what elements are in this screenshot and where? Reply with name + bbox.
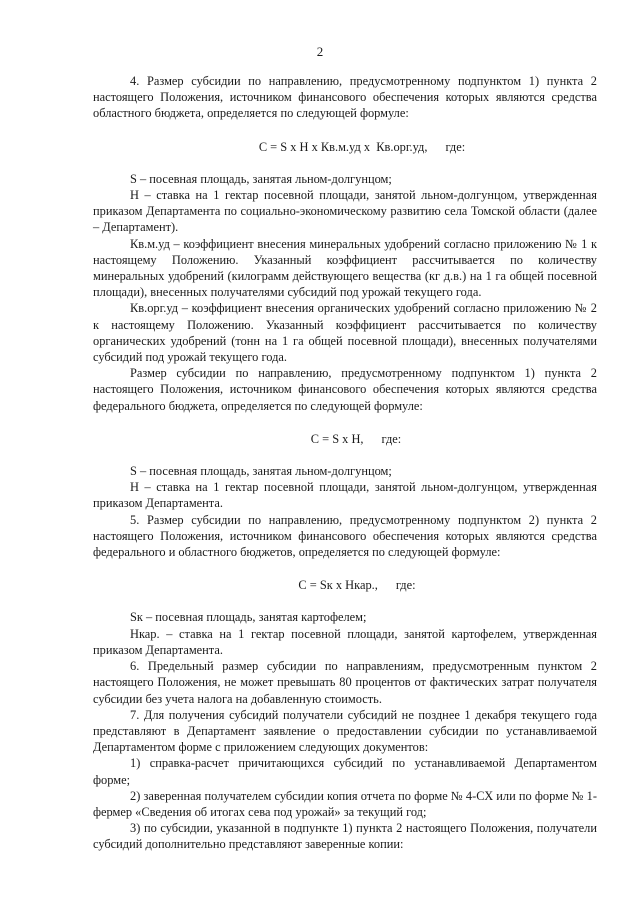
formula-federal: [93, 431, 597, 447]
definition-n: Н – ставка на 1 гектар посевной площади, занятой льном-долгунцом, утвержденная приказом Департамента по социально-экономическому развитию села Томской области (далее – Департамент).: [93, 188, 597, 235]
definition-nkar: Нкар. – ставка на 1 гектар посевной площади, занятой картофелем, утвержденная приказом Департамента.: [93, 626, 597, 657]
formula-regional: [93, 139, 597, 155]
formula-text: С = Sк x Нкар.,: [298, 578, 378, 593]
formula-potato: [93, 577, 597, 593]
paragraph-6: 6. Предельный размер субсидии по направлениям, предусмотренным пунктом 2 настоящего Положения, не может превышать 80 процентов от фактических затрат получателя субсидии без учета налога на добавленную стоимость.: [93, 659, 597, 706]
formula-where: где:: [445, 139, 466, 154]
definition-s-2: S – посевная площадь, занятая льном-долгунцом;: [130, 464, 392, 479]
paragraph-federal: Размер субсидии по направлению, предусмотренному подпунктом 1) пункта 2 настоящего Положения, источником финансового обеспечения которых являются средства федерального бюджета, определяется по следующей формуле:: [93, 366, 597, 413]
formula-text: С = S x Н,: [310, 431, 364, 446]
definition-s: S – посевная площадь, занятая льном-долгунцом;: [130, 171, 392, 186]
definition-n-2: Н – ставка на 1 гектар посевной площади, занятой льном-долгунцом, утвержденная приказом Департамента.: [93, 480, 597, 511]
definition-kv-organic: Кв.орг.уд – коэффициент внесения органических удобрений согласно приложению № 2 к настоящему Положению. Указанный коэффициент рассчитывается по количеству органических удобрений (тонн на 1 га общей посевной площади), внесенных получателями субсидий под урожай текущего года.: [93, 301, 597, 365]
formula-where: где:: [395, 578, 416, 593]
list-item-2: 2) заверенная получателем субсидии копия отчета по форме № 4-СХ или по форме № 1-фермер «Сведения об итогах сева под урожай» за текущий год;: [93, 788, 597, 819]
paragraph-7: 7. Для получения субсидий получатели субсидий не позднее 1 декабря текущего года представляют в Департамент заявление о предоставлении субсидии по устанавливаемой Департаментом форме с приложением следующих документов:: [93, 707, 597, 755]
paragraph-5: 5. Размер субсидии по направлению, предусмотренному подпунктом 2) пункта 2 настоящего Положения, источником финансового обеспечения которых являются средства федерального и областного бюджетов, определяется по следующей формуле:: [93, 512, 597, 560]
document-body: [93, 73, 597, 853]
formula-where: где:: [381, 431, 402, 446]
list-item-1: 1) справка-расчет причитающихся субсидий по устанавливаемой Департаментом форме;: [93, 756, 597, 787]
definition-kv-mineral: Кв.м.уд – коэффициент внесения минеральных удобрений согласно приложению № 1 к настоящему Положению. Указанный коэффициент рассчитывается по количеству минеральных удобрений (килограмм действующего вещества (кг д.в.) на 1 га общей посевной площади), внесенных получателями субсидий под урожай текущего года.: [93, 236, 597, 300]
page-number: 2: [316, 44, 324, 59]
list-item-3: 3) по субсидии, указанной в подпункте 1) пункта 2 настоящего Положения, получатели субсидий дополнительно представляют заверенные копии:: [93, 821, 597, 852]
paragraph-4: 4. Размер субсидии по направлению, предусмотренному подпунктом 1) пункта 2 настоящего Положения, источником финансового обеспечения которых являются средства областного бюджета, определяется по следующей формуле:: [93, 74, 597, 121]
formula-text: С = S x Н x Кв.м.уд x Кв.орг.уд,: [258, 139, 428, 154]
definition-sk: Sк – посевная площадь, занятая картофелем;: [130, 610, 367, 625]
